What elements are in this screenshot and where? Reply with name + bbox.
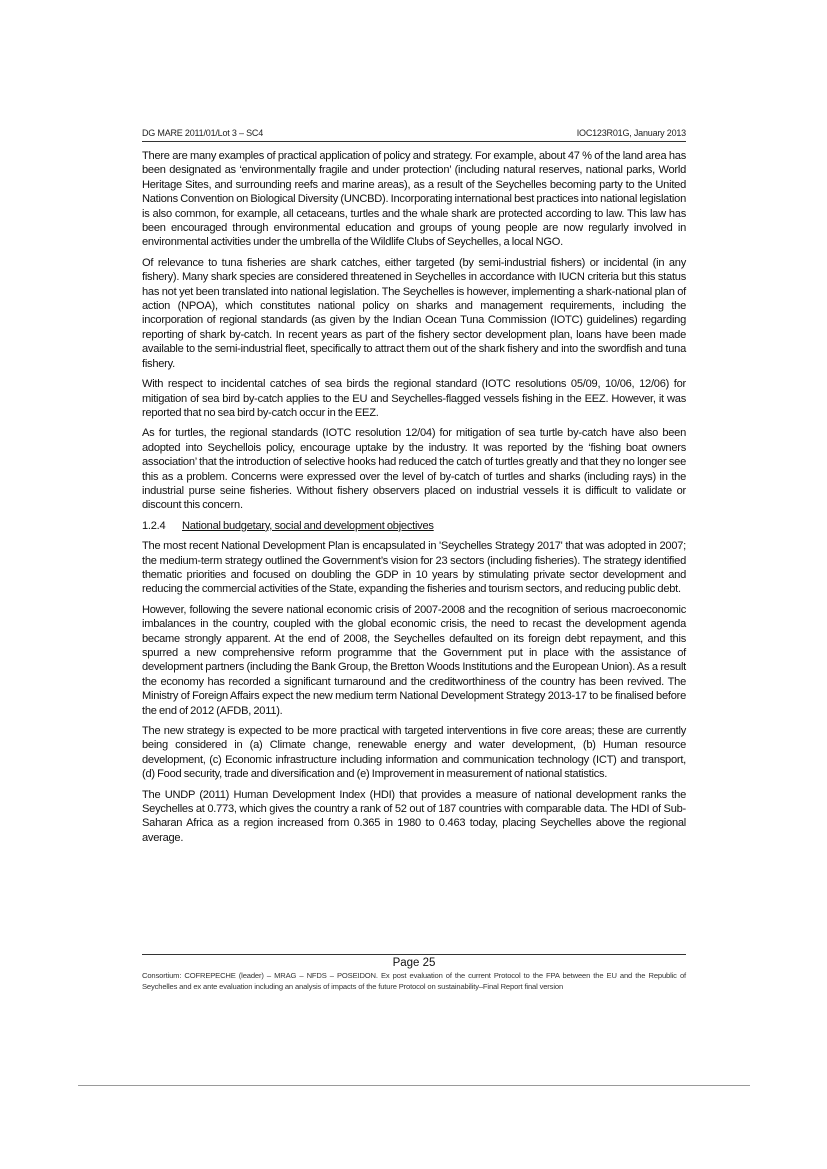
consortium-note: Consortium: COFREPECHE (leader) – MRAG – NFDS – POSEIDON. Ex post evaluation of the current Protocol to the FPA between the EU and the Republic of Seychelles and ex ante evaluation including an analysis of impacts of the future Protocol on sustainability–Final Report final version: [142, 971, 686, 991]
paragraph-turtles: As for turtles, the regional standards (IOTC resolution 12/04) for mitigation of sea turtle by-catch have also been adopted into Seychellois policy, encourage uptake by the industry. It was reported by the ‘fishing boat owners association’ that the introduction of selective hooks had reduced the catch of turtles greatly and that they no longer see this as a problem. Concerns were expressed over the level of by-catch of turtles and sharks (including rays) in the industrial purse seine fisheries. Without fishery observers placed on industrial vessels it is difficult to validate or discount this concern.: [142, 427, 686, 512]
paragraph-sea-birds: With respect to incidental catches of sea birds the regional standard (IOTC resolutions 05/09, 10/06, 12/06) for mitigation of sea bird by-catch applies to the EU and Seychelles-flagged vessels fishing in the EEZ. However, it was reported that no sea bird by-catch occur in the EEZ.: [142, 378, 686, 419]
header-left-text: DG MARE 2011/01/Lot 3 – SC4: [142, 128, 263, 138]
paragraph-new-strategy: The new strategy is expected to be more practical with targeted interventions in five core areas; these are currently being considered in (a) Climate change, renewable energy and water development, (b) Human resource development, (c) Economic infrastructure including information and communication technology (ICT) and transport, (d) Food security, trade and diversification and (e) Improvement in measurement of national statistics.: [142, 725, 686, 781]
header-right-text: IOC123R01G, January 2013: [576, 128, 686, 138]
paragraph-economic-crisis: However, following the severe national economic crisis of 2007-2008 and the recognition of serious macroeconomic imbalances in the country, coupled with the global economic crisis, the need to recast the development agenda became strongly apparent. At the end of 2008, the Seychelles defaulted on its foreign debt repayment, and this spurred a new comprehensive reform programme that the Government put in place with the assistance of development partners (including the Bank Group, the Bretton Woods Institutions and the European Union). As a result the economy has recorded a significant turnaround and the creditworthiness of the country has been revived. The Ministry of Foreign Affairs expect the new medium term National Development Strategy 2013-17 to be finalised before the end of 2012 (AFDB, 2011).: [142, 603, 686, 717]
paragraph-development-plan: The most recent National Development Plan is encapsulated in 'Seychelles Strategy 2017' that was adopted in 2007; the medium-term strategy outlined the Government’s vision for 23 sectors (including fisheries). The strategy identified thematic priorities and focused on doubling the GDP in 10 years by stimulating private sector development and reducing the commercial activities of the State, expanding the fisheries and tourism sectors, and reducing public debt.: [142, 540, 686, 596]
page-number: Page 25: [392, 957, 436, 969]
section-number: 1.2.4: [142, 519, 166, 532]
page-footer: [142, 954, 686, 992]
viewer-divider: [78, 1085, 750, 1086]
running-header: [142, 127, 686, 142]
section-title: National budgetary, social and development objectives: [182, 519, 434, 532]
paragraph-shark-catches: Of relevance to tuna fisheries are shark catches, either targeted (by semi-industrial fishers) or incidental (in any fishery). Many shark species are considered threatened in Seychelles in accordance with IUCN criteria but this status has not yet been translated into national legislation. The Seychelles is however, implementing a shark-national plan of action (NPOA), which constitutes national policy on sharks and management requirements, including the incorporation of regional standards (as given by the Indian Ocean Tuna Commission (IOTC) guidelines) regarding reporting of shark by-catch. In recent years as part of the fishery sector development plan, loans have been made available to the semi-industrial fleet, specifically to attract them out of the shark fishery and into the swordfish and tuna fishery.: [142, 256, 686, 370]
paragraph-hdi: The UNDP (2011) Human Development Index (HDI) that provides a measure of national development ranks the Seychelles at 0.773, which gives the country a rank of 52 out of 187 countries with comparable data. The HDI of Sub-Saharan Africa as a region increased from 0.365 in 1980 to 0.463 today, placing Seychelles above the regional average.: [142, 788, 686, 844]
section-heading: [142, 519, 686, 533]
body-text: [142, 149, 686, 851]
paragraph-conservation-examples: There are many examples of practical application of policy and strategy. For example, about 47 % of the land area has been designated as ‘environmentally fragile and under protection’ (including natural reserves, national parks, World Heritage Sites, and surrounding reefs and marine areas), as a result of the Seychelles becoming party to the United Nations Convention on Biological Diversity (UNCBD). Incorporating international best practices into national legislation is also common, for example, all cetaceans, turtles and the whale shark are protected according to law. This law has been encouraged through environmental education and groups of young people are now regularly involved in environmental activities under the umbrella of the Wildlife Clubs of Seychelles, a local NGO.: [142, 150, 686, 249]
